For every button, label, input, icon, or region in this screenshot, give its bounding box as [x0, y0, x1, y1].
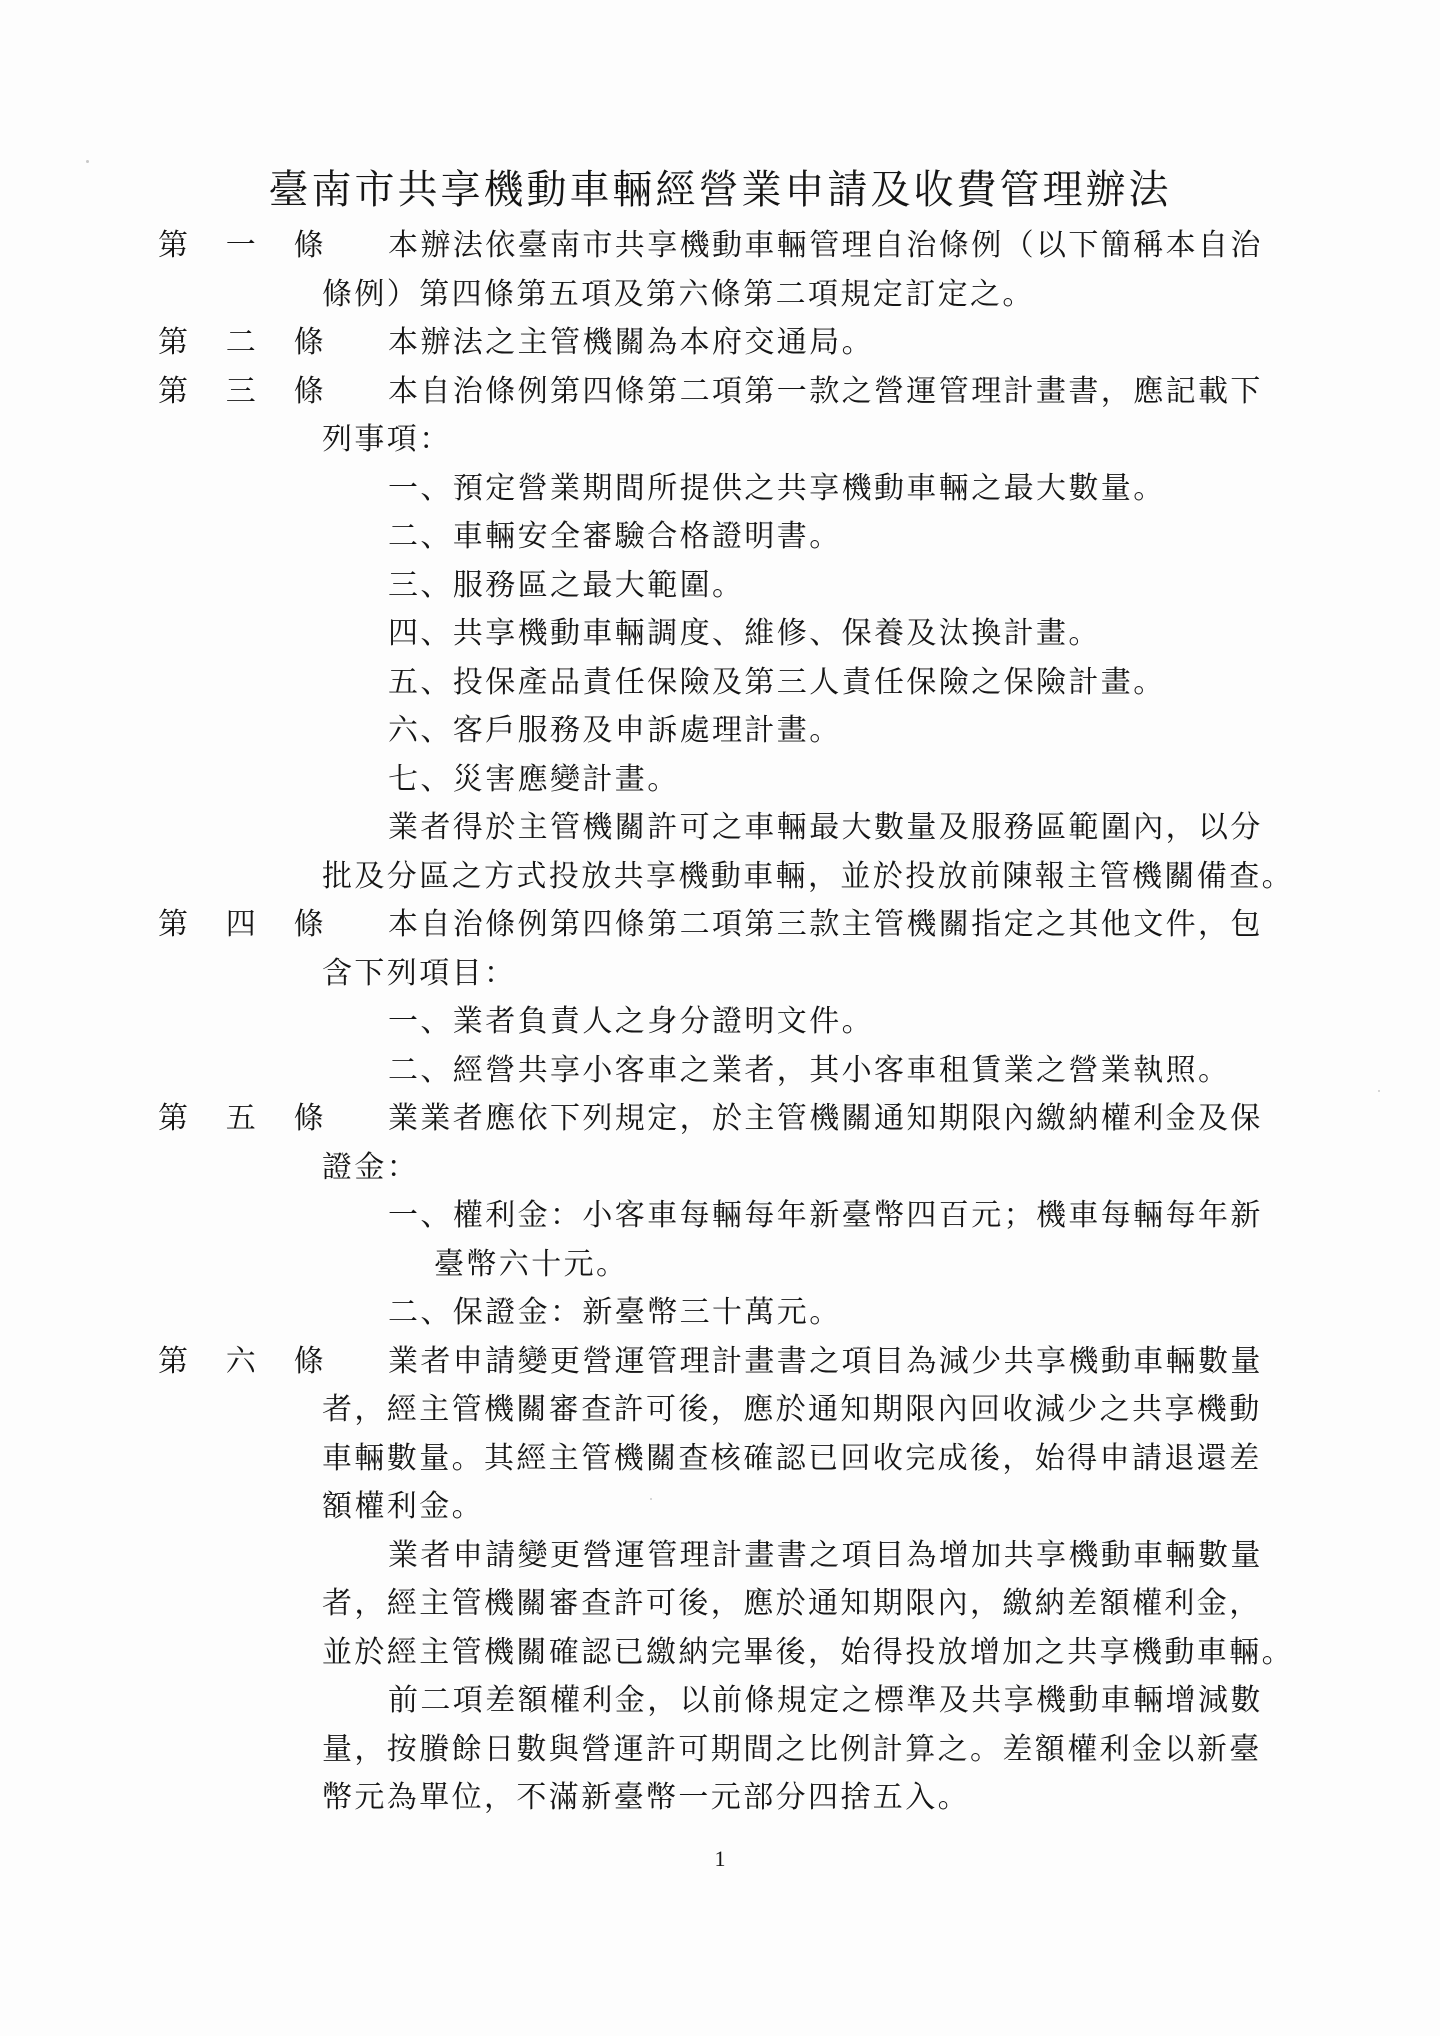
line-text: 本自治條例第四條第二項第三款主管機關指定之其他文件，包: [388, 907, 1263, 942]
text-line: [0, 998, 1440, 1047]
article-label-char: 條: [293, 325, 326, 360]
article-label-char: 條: [293, 907, 326, 942]
line-text: 六、客戶服務及申訴處理計畫。: [388, 713, 842, 748]
text-line: [0, 1289, 1440, 1338]
text-line: [0, 1580, 1440, 1629]
text-line: [0, 1677, 1440, 1726]
article-label: [158, 319, 326, 368]
line-text: 業者得於主管機關許可之車輛最大數量及服務區範圍內，以分: [388, 810, 1263, 845]
scan-speck: [86, 160, 89, 163]
article-label-char: 六: [225, 1343, 259, 1379]
article-label-char: 五: [225, 1101, 259, 1136]
text-line: [0, 1386, 1440, 1435]
text-line: [0, 1629, 1440, 1678]
text-line: [0, 1774, 1440, 1823]
line-text: 四、共享機動車輛調度、維修、保養及汰換計畫。: [388, 616, 1101, 651]
text-line: [0, 416, 1440, 465]
text-line: [0, 707, 1440, 756]
text-line: [0, 1435, 1440, 1484]
line-text: 者，經主管機關審查許可後，應於通知期限內，繳納差額權利金，: [322, 1586, 1262, 1621]
article-label: [158, 1338, 326, 1387]
line-text: 量，按賸餘日數與營運許可期間之比例計算之。差額權利金以新臺: [322, 1731, 1262, 1767]
article-label: [158, 1095, 326, 1144]
line-text: 本辦法依臺南市共享機動車輛管理自治條例（以下簡稱本自治: [388, 228, 1263, 263]
article-label-char: 三: [225, 373, 259, 409]
article-label-char: 第: [158, 907, 191, 942]
line-text: 者，經主管機關審查許可後，應於通知期限內回收減少之共享機動: [322, 1392, 1262, 1427]
article-line: [0, 368, 1440, 417]
article-label-char: 一: [225, 228, 259, 263]
line-text: 車輛數量。其經主管機關查核確認已回收完成後，始得申請退還差: [322, 1440, 1262, 1476]
line-text: 額權利金。: [322, 1489, 484, 1524]
document-body: [0, 222, 1440, 1823]
line-text: 臺幣六十元。: [434, 1246, 629, 1282]
text-line: [0, 610, 1440, 659]
line-text: 批及分區之方式投放共享機動車輛，並於投放前陳報主管機關備查。: [322, 858, 1294, 894]
text-line: [0, 562, 1440, 611]
article-label-char: 第: [158, 1343, 191, 1379]
line-text: 幣元為單位，不滿新臺幣一元部分四捨五入。: [322, 1780, 970, 1815]
line-text: 前二項差額權利金，以前條規定之標準及共享機動車輛增減數: [388, 1683, 1263, 1718]
article-label: [158, 368, 326, 417]
article-label: [158, 222, 326, 271]
text-line: [0, 513, 1440, 562]
article-label-char: 四: [225, 907, 259, 942]
line-text: 列事項：: [322, 422, 452, 457]
text-line: [0, 1726, 1440, 1775]
article-label-char: 二: [225, 325, 259, 360]
line-text: 二、保證金：新臺幣三十萬元。: [388, 1295, 842, 1330]
article-line: [0, 222, 1440, 271]
article-label-char: 條: [293, 1101, 326, 1136]
line-text: 二、車輛安全審驗合格證明書。: [388, 519, 842, 554]
page-number: 1: [714, 1846, 726, 1871]
article-label: [158, 901, 326, 950]
line-text: 含下列項目：: [322, 955, 517, 991]
scan-speck: [650, 1498, 652, 1500]
line-text: 條例）第四條第五項及第六條第二項規定訂定之。: [322, 276, 1035, 312]
text-line: [0, 271, 1440, 320]
article-label-char: 第: [158, 325, 191, 360]
article-label-char: 條: [293, 373, 326, 409]
line-text: 三、服務區之最大範圍。: [388, 567, 745, 603]
text-line: [0, 1144, 1440, 1193]
article-line: [0, 901, 1440, 950]
article-label-char: 第: [158, 373, 191, 409]
line-text: 證金：: [322, 1149, 420, 1185]
text-line: [0, 1532, 1440, 1581]
article-label-char: 條: [293, 228, 326, 263]
text-line: [0, 659, 1440, 708]
text-line: [0, 1047, 1440, 1096]
document-title: 臺南市共享機動車輛經營業申請及收費管理辦法: [268, 167, 1172, 213]
text-line: [0, 1241, 1440, 1290]
text-line: [0, 465, 1440, 514]
line-text: 二、經營共享小客車之業者，其小客車租賃業之營業執照。: [388, 1052, 1231, 1088]
text-line: [0, 804, 1440, 853]
line-text: 五、投保產品責任保險及第三人責任保險之保險計畫。: [388, 664, 1166, 700]
line-text: 一、權利金：小客車每輛每年新臺幣四百元；機車每輛每年新: [388, 1198, 1263, 1233]
line-text: 七、災害應變計畫。: [388, 761, 680, 797]
article-label-char: 第: [158, 1101, 191, 1136]
line-text: 一、預定營業期間所提供之共享機動車輛之最大數量。: [388, 470, 1166, 506]
line-text: 業者申請變更營運管理計畫書之項目為減少共享機動車輛數量: [388, 1343, 1263, 1379]
text-line: [0, 1192, 1440, 1241]
text-line: [0, 1483, 1440, 1532]
text-line: [0, 950, 1440, 999]
scan-speck: [1378, 1090, 1380, 1092]
text-line: [0, 853, 1440, 902]
article-line: [0, 1338, 1440, 1387]
line-text: 本自治條例第四條第二項第一款之營運管理計畫書，應記載下: [388, 373, 1263, 409]
text-line: [0, 756, 1440, 805]
line-text: 一、業者負責人之身分證明文件。: [388, 1004, 874, 1039]
article-line: [0, 1095, 1440, 1144]
article-line: [0, 319, 1440, 368]
article-label-char: 第: [158, 228, 191, 263]
line-text: 本辦法之主管機關為本府交通局。: [388, 325, 874, 360]
article-label-char: 條: [293, 1343, 326, 1379]
line-text: 並於經主管機關確認已繳納完畢後，始得投放增加之共享機動車輛。: [322, 1634, 1294, 1670]
line-text: 業業者應依下列規定，於主管機關通知期限內繳納權利金及保: [388, 1101, 1263, 1136]
line-text: 業者申請變更營運管理計畫書之項目為增加共享機動車輛數量: [388, 1537, 1263, 1573]
